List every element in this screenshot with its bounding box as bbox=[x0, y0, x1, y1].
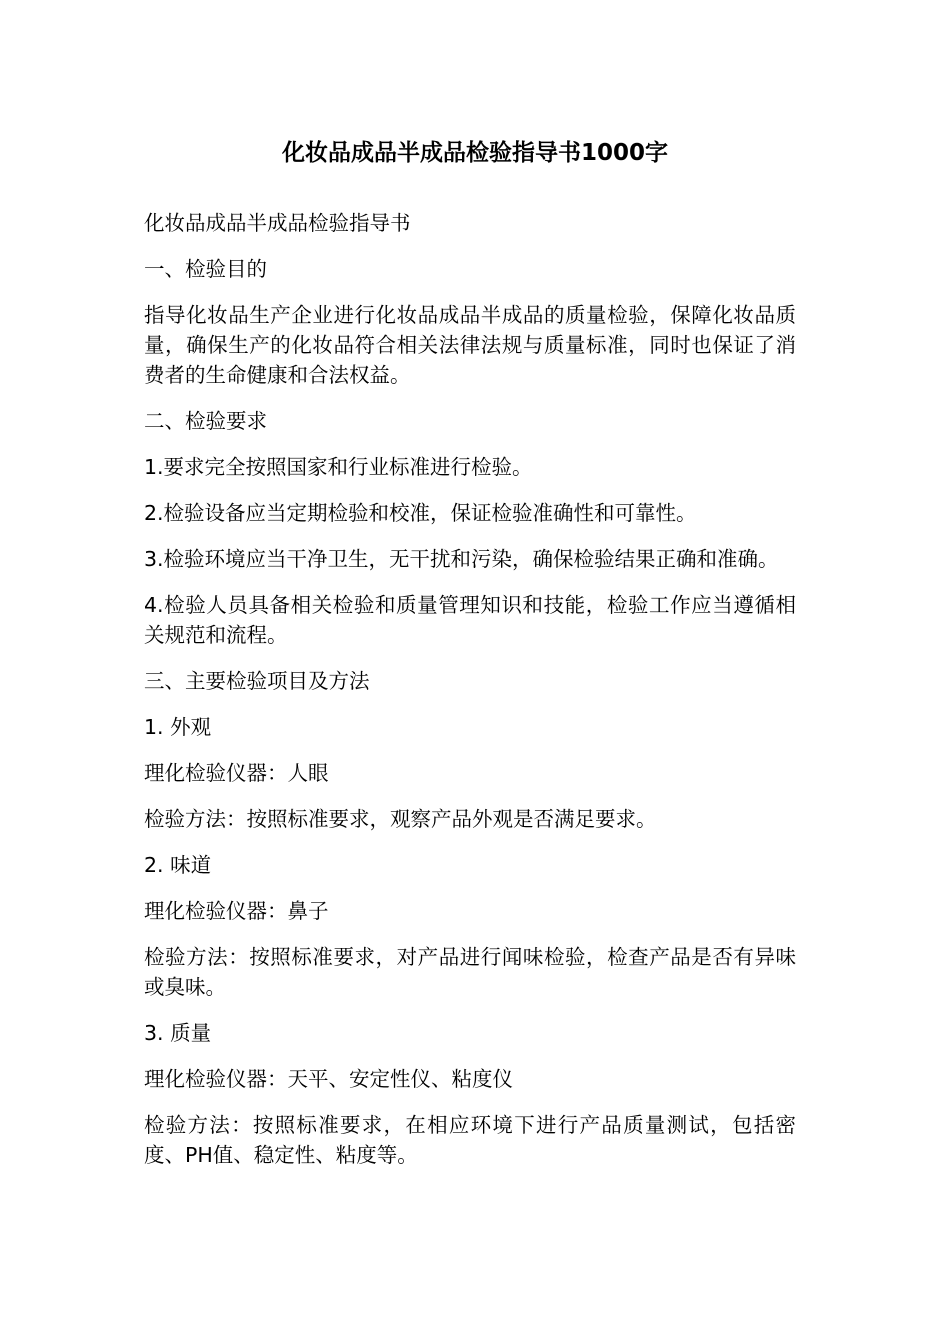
subtitle-paragraph: 化妆品成品半成品检验指导书 bbox=[144, 211, 411, 235]
requirement-item-1: 1.要求完全按照国家和行业标准进行检验。 bbox=[144, 455, 533, 479]
section-heading-requirements: 二、检验要求 bbox=[144, 409, 267, 433]
method-item-smell-title: 2. 味道 bbox=[144, 853, 212, 877]
purpose-paragraph: 指导化妆品生产企业进行化妆品成品半成品的质量检验，保障化妆品质量，确保生产的化妆品符合相关法律法规与质量标准，同时也保证了消费者的生命健康和合法权益。 bbox=[144, 303, 796, 387]
method-item-appearance-instrument: 理化检验仪器：人眼 bbox=[144, 761, 329, 785]
method-item-quality-instrument: 理化检验仪器：天平、安定性仪、粘度仪 bbox=[144, 1067, 513, 1091]
requirement-item-2: 2.检验设备应当定期检验和校准，保证检验准确性和可靠性。 bbox=[144, 501, 697, 525]
document-body bbox=[144, 208, 796, 1186]
method-item-appearance-title: 1. 外观 bbox=[144, 715, 212, 739]
document-title: 化妆品成品半成品检验指导书1000字 bbox=[281, 140, 668, 166]
method-item-smell-instrument: 理化检验仪器：鼻子 bbox=[144, 899, 329, 923]
requirement-item-3: 3.检验环境应当干净卫生，无干扰和污染，确保检验结果正确和准确。 bbox=[144, 547, 779, 571]
section-heading-methods: 三、主要检验项目及方法 bbox=[144, 669, 370, 693]
method-item-smell-method: 检验方法：按照标准要求，对产品进行闻味检验，检查产品是否有异味或臭味。 bbox=[144, 945, 796, 999]
method-item-quality-title: 3. 质量 bbox=[144, 1021, 212, 1045]
method-item-appearance-method: 检验方法：按照标准要求，观察产品外观是否满足要求。 bbox=[144, 807, 657, 831]
section-heading-purpose: 一、检验目的 bbox=[144, 257, 267, 281]
requirement-item-4: 4.检验人员具备相关检验和质量管理知识和技能，检验工作应当遵循相关规范和流程。 bbox=[144, 593, 796, 647]
method-item-quality-method: 检验方法：按照标准要求，在相应环境下进行产品质量测试，包括密度、PH值、稳定性、粘度等。 bbox=[144, 1113, 796, 1167]
